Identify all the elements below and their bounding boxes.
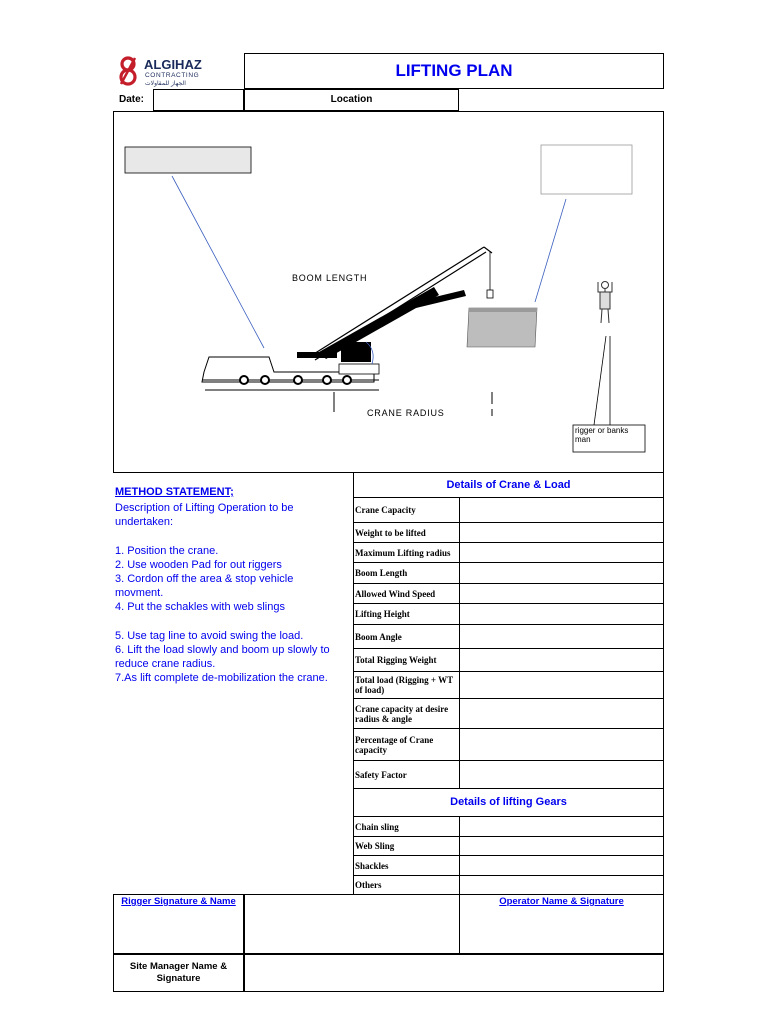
- rigger-signature-label: Rigger Signature & Name: [121, 896, 236, 907]
- operator-signature-cell[interactable]: [459, 894, 664, 954]
- table-row-value[interactable]: [459, 671, 664, 699]
- method-line: 3. Cordon off the area & stop vehicle: [115, 573, 294, 585]
- callout-box-left: [125, 147, 251, 173]
- rigger-label: rigger or banks man: [575, 426, 629, 444]
- table-row-label: Web Sling: [353, 836, 460, 856]
- callout-pointer-right: [535, 199, 566, 302]
- table-row-label: Total load (Rigging + WT of load): [353, 671, 460, 699]
- table-row-label: Boom Length: [353, 562, 460, 584]
- table-row-label: Chain sling: [353, 816, 460, 837]
- table-row-value[interactable]: [459, 728, 664, 761]
- location-label: Location: [244, 89, 459, 111]
- company-subtitle: CONTRACTING: [145, 72, 200, 79]
- company-logo: [113, 53, 245, 89]
- table-row-value[interactable]: [459, 855, 664, 876]
- page-title: LIFTING PLAN: [244, 53, 664, 89]
- callout-pointer-left: [172, 176, 264, 348]
- table-row-label: Crane capacity at desire radius & angle: [353, 698, 460, 729]
- table-row-value[interactable]: [459, 648, 664, 672]
- lifting-diagram: [113, 111, 664, 473]
- site-manager-label: Site Manager Name & Signature: [113, 954, 244, 992]
- method-line: [115, 615, 347, 629]
- crane-radius-label: CRANE RADIUS: [367, 408, 445, 418]
- method-line: Description of Lifting Operation to be: [115, 502, 294, 514]
- method-line: 2. Use wooden Pad for out riggers: [115, 558, 282, 571]
- method-line: 1. Position the crane.: [115, 544, 219, 557]
- date-field[interactable]: [153, 89, 244, 111]
- method-statement-body: [115, 501, 347, 686]
- method-line: 7.As lift complete de-mobilization the crane.: [115, 672, 328, 685]
- callout-box-right: [541, 145, 632, 194]
- table-row-value[interactable]: [459, 760, 664, 789]
- lifting-gears-heading: Details of lifting Gears: [353, 788, 664, 817]
- table-row-label: Boom Angle: [353, 624, 460, 649]
- table-row-label: Percentage of Crane capacity: [353, 728, 460, 761]
- date-label: Date:: [119, 94, 145, 105]
- table-row-value[interactable]: [459, 583, 664, 604]
- table-row-value[interactable]: [459, 522, 664, 543]
- boom-length-label: BOOM LENGTH: [292, 273, 368, 283]
- rigger-signature-field[interactable]: [244, 894, 460, 954]
- method-line: undertaken:: [115, 516, 174, 529]
- company-name: ALGIHAZ: [144, 57, 202, 72]
- method-line: 5. Use tag line to avoid swing the load.: [115, 629, 304, 642]
- table-row-label: Lifting Height: [353, 603, 460, 625]
- table-row-value[interactable]: [459, 562, 664, 584]
- table-row-label: Allowed Wind Speed: [353, 583, 460, 604]
- table-row-value[interactable]: [459, 816, 664, 837]
- site-manager-field[interactable]: [244, 954, 664, 992]
- operator-signature-label: Operator Name & Signature: [499, 896, 624, 907]
- crane-load-heading: Details of Crane & Load: [353, 472, 664, 498]
- table-row-label: Shackles: [353, 855, 460, 876]
- location-field[interactable]: [459, 89, 664, 111]
- method-line: movment.: [115, 587, 164, 600]
- rigger-figure: [586, 274, 628, 332]
- table-row-label: Weight to be lifted: [353, 522, 460, 543]
- table-row-value[interactable]: [459, 624, 664, 649]
- load-block: [467, 308, 537, 347]
- table-row-value[interactable]: [459, 698, 664, 729]
- method-line: [115, 529, 347, 543]
- method-line: reduce crane radius.: [115, 658, 216, 671]
- table-row-value[interactable]: [459, 836, 664, 856]
- method-line: 6. Lift the load slowly and boom up slowly to: [115, 644, 330, 656]
- table-row-label: Maximum Lifting radius: [353, 542, 460, 563]
- table-row-value[interactable]: [459, 497, 664, 523]
- table-row-value[interactable]: [459, 875, 664, 895]
- table-row-label: Others: [353, 875, 460, 895]
- company-arabic: الجهاز للمقاولات: [145, 80, 186, 87]
- rigger-pointer-1: [594, 336, 606, 425]
- rigger-signature-cell[interactable]: [113, 894, 244, 954]
- method-line: 4. Put the schakles with web slings: [115, 601, 285, 614]
- table-row-label: Safety Factor: [353, 760, 460, 789]
- table-row-value[interactable]: [459, 542, 664, 563]
- table-row-label: Total Rigging Weight: [353, 648, 460, 672]
- table-row-label: Crane Capacity: [353, 497, 460, 523]
- method-statement-title: METHOD STATEMENT;: [115, 486, 234, 498]
- table-row-value[interactable]: [459, 603, 664, 625]
